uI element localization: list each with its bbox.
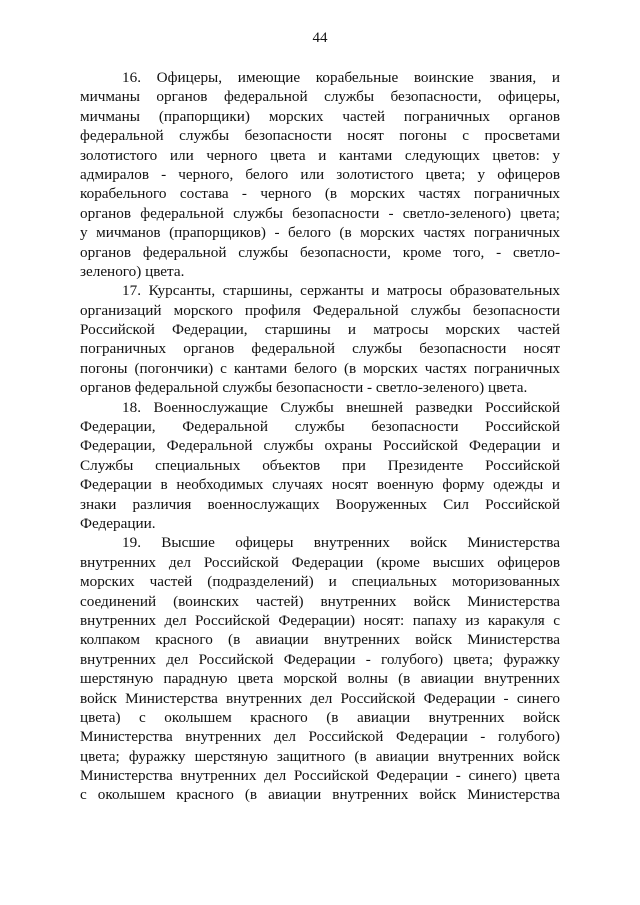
page-number: 44 xyxy=(312,30,328,46)
paragraph-19 xyxy=(80,533,560,804)
text-line: адмиралов - черного, белого или золотистого цвета; у офицеров xyxy=(80,165,560,183)
text-line: 16. Офицеры, имеющие корабельные воинские звания, и xyxy=(122,69,560,86)
text-line: зеленого) цвета. xyxy=(80,262,185,280)
text-line: знаки различия военнослужащих Вооруженных Сил Российской xyxy=(80,495,560,513)
text-line: морских частей (подразделений) и специальных моторизованных xyxy=(80,573,560,591)
text-line: Федерации в необходимых случаях носят военную форму одежды и xyxy=(80,476,560,494)
text-line: Федерации, Федеральной службы охраны Российской Федерации и xyxy=(80,437,560,455)
text-line: органов федеральной службы безопасности - светло-зеленого) цвета. xyxy=(80,379,528,397)
text-line: Министерства внутренних дел Российской Федерации - голубого) xyxy=(80,728,560,746)
text-line: Российской Федерации, старшины и матросы морских частей xyxy=(80,321,560,339)
text-line: организаций морского профиля Федеральной службы безопасности xyxy=(80,301,560,319)
text-line: Министерства внутренних дел Российской Федерации - синего) цвета xyxy=(80,767,560,785)
text-line: 18. Военнослужащие Службы внешней разведки Российской xyxy=(122,398,560,416)
text-line: 19. Высшие офицеры внутренних войск Министерства xyxy=(122,534,560,552)
text-line: 17. Курсанты, старшины, сержанты и матросы образовательных xyxy=(122,282,560,300)
document-body xyxy=(80,68,560,805)
text-line: шерстяную парадную цвета морской волны (в авиации внутренних xyxy=(80,670,560,688)
text-line: внутренних дел Российской Федерации (кроме высших офицеров xyxy=(80,553,560,571)
text-line: внутренних дел Российской Федерации - голубого) цвета; фуражку xyxy=(80,650,560,668)
text-line: соединений (воинских частей) внутренних войск Министерства xyxy=(80,592,560,610)
text-line: органов федеральной службы безопасности - светло-зеленого) цвета; xyxy=(80,204,560,222)
text-line: федеральной службы безопасности носят погоны с просветами xyxy=(80,127,560,145)
text-line: мичманы (прапорщики) морских частей пограничных органов xyxy=(80,107,560,125)
text-line: цвета) с околышем красного (в авиации внутренних войск xyxy=(80,708,560,726)
paragraph-16 xyxy=(80,68,560,281)
text-line: у мичманов (прапорщиков) - белого (в морских частях пограничных xyxy=(80,224,560,242)
text-line: войск Министерства внутренних дел Российской Федерации - синего xyxy=(80,689,560,707)
text-line: корабельного состава - черного (в морских частях пограничных xyxy=(80,185,560,203)
text-line: с околышем красного (в авиации внутренних войск Министерства xyxy=(80,786,560,804)
text-line: Федерации. xyxy=(80,514,156,532)
paragraph-17 xyxy=(80,281,560,397)
text-line: органов федеральной службы безопасности, кроме того, - светло- xyxy=(80,243,560,261)
text-line: цвета; фуражку шерстяную защитного (в авиации внутренних войск xyxy=(80,747,560,765)
text-line: Службы специальных объектов при Президенте Российской xyxy=(80,456,560,474)
paragraph-18 xyxy=(80,398,560,534)
text-line: мичманы органов федеральной службы безопасности, офицеры, xyxy=(80,88,560,106)
text-line: колпаком красного (в авиации внутренних войск Министерства xyxy=(80,631,560,649)
text-line: золотистого или черного цвета и кантами следующих цветов: у xyxy=(80,146,560,164)
text-line: внутренних дел Российской Федерации) носят: папаху из каракуля с xyxy=(80,611,560,629)
text-line: Федерации, Федеральной службы безопасности Российской xyxy=(80,418,560,436)
text-line: пограничных органов федеральной службы безопасности носят xyxy=(80,340,560,358)
text-line: погоны (погончики) с кантами белого (в морских частях пограничных xyxy=(80,359,560,377)
